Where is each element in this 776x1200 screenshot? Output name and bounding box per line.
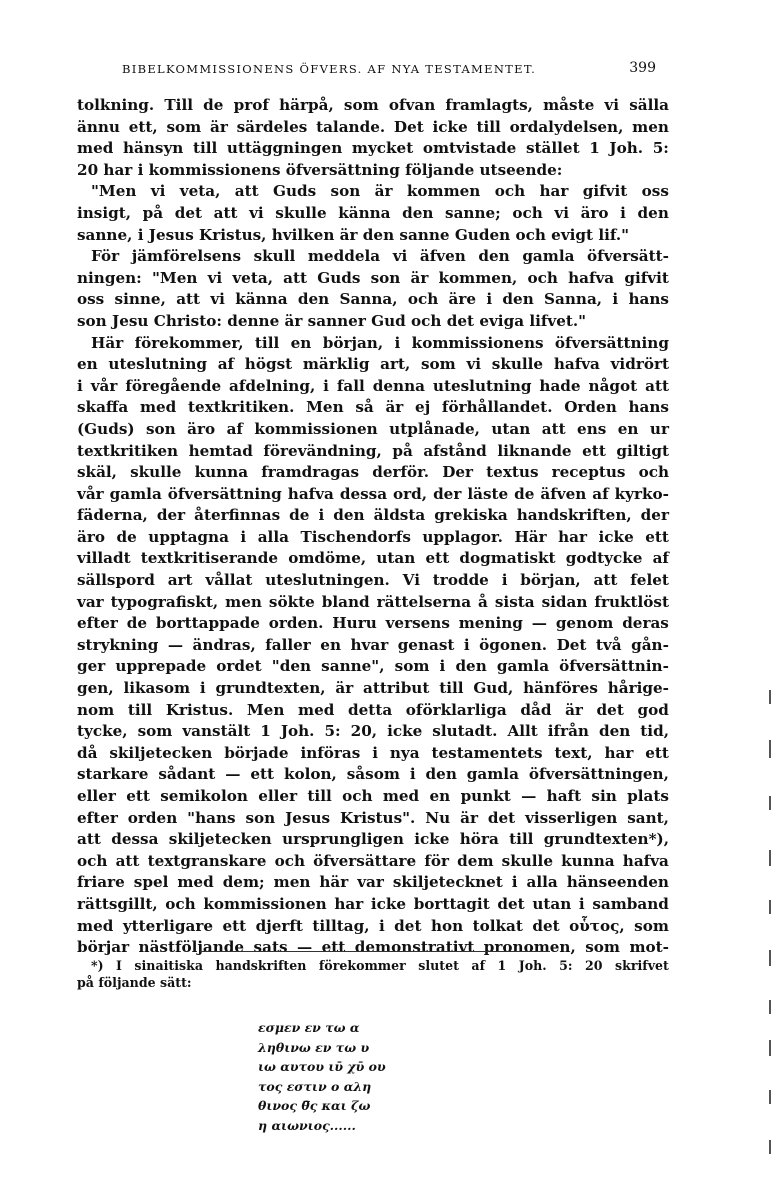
text-line: tolkning. Till de prof härpå, som ofvan framlagts, måste vi sälla [77, 96, 669, 114]
text-line: äro de upptagna i alla Tischendorfs upplagor. Här har icke ett [77, 527, 669, 546]
text-line: i vår föregående afdelning, i fall denna uteslutning hade något att [77, 376, 669, 395]
text-line: med ytterligare ett djerft tilltag, i det hon tolkat det οὗτος, som [77, 916, 669, 935]
footnote [77, 957, 669, 991]
text-line: 20 har i kommissionens öfversättning följande utseende: [77, 160, 563, 179]
page-number: 399 [629, 60, 656, 76]
text-line: ger upprepade ordet "den sanne", som i den gamla öfversättnin- [77, 657, 669, 676]
footnote-divider [200, 951, 550, 952]
text-line: sanne, i Jesus Kristus, hvilken är den sanne Guden och evigt lif." [77, 225, 630, 244]
text-line: då skiljetecken började införas i nya testamentets text, har ett [77, 743, 669, 762]
text-line: och att textgranskare och öfversättare för dem skulle kunna hafva [77, 851, 669, 870]
body-text [77, 95, 669, 959]
text-line: Här förekommer, till en början, i kommissionens öfversättning [91, 333, 669, 352]
text-line: insigt, på det att vi skulle känna den sanne; och vi äro i den [77, 203, 669, 222]
text-line: textkritiken hemtad förevändning, på afstånd liknande ett giltigt [77, 441, 669, 460]
text-line: skaffa med textkritiken. Men så är ej förhållandet. Orden hans [77, 398, 669, 417]
text-line: med hänsyn till uttäggningen mycket omtvistade stället 1 Joh. 5: [77, 139, 669, 158]
text-line: (Guds) son äro af kommissionen utplånade, utan att ens en ur [77, 419, 669, 438]
text-line: efter orden "hans son Jesus Kristus". Nu är det visserligen sant, [77, 808, 669, 827]
text-line: friare spel med dem; men här var skiljetecknet i alla hänseenden [77, 873, 669, 892]
greek-manuscript-excerpt [258, 1018, 386, 1135]
text-line: efter de borttappade orden. Huru versens mening — genom deras [77, 614, 669, 633]
text-line: skäl, skulle kunna framdragas derför. Der textus receptus och [77, 463, 669, 482]
text-line: att dessa skiljetecken ursprungligen icke höra till grundtexten*), [77, 830, 669, 849]
text-line: nom till Kristus. Men med detta oförklarliga dåd är det god [77, 700, 669, 719]
text-line: strykning — ändras, faller en hvar genast i ögonen. Det två gån- [77, 635, 669, 654]
text-line: son Jesu Christo: denne är sanner Gud och det eviga lifvet." [77, 311, 587, 330]
greek-line: η αιωνιος...... [258, 1117, 356, 1133]
running-header [122, 62, 656, 76]
greek-line: θινος θ̅ς και ζω [258, 1098, 371, 1113]
text-line: gen, likasom i grundtexten, är attribut till Gud, hänföres hårige- [77, 679, 669, 698]
greek-line: ληθινω εν τω υ [258, 1039, 370, 1055]
text-line: börjar nästföljande sats — ett demonstrativt pronomen, som mot- [77, 938, 669, 957]
text-line: rättsgillt, och kommissionen har icke borttagit det utan i samband [77, 894, 669, 913]
running-title: BIBELKOMMISSIONENS ÖFVERS. AF NYA TESTAMENTET. [122, 62, 537, 76]
greek-line: ιω αυτου ιῡ χῡ ου [258, 1059, 386, 1074]
text-line: ningen: "Men vi veta, att Guds son är kommen, och hafva gifvit [77, 268, 669, 287]
text-line: starkare sådant — ett kolon, såsom i den gamla öfversättningen, [77, 765, 669, 784]
footnote-line: på följande sätt: [77, 975, 192, 990]
text-line: För jämförelsens skull meddela vi äfven den gamla öfversätt- [91, 247, 669, 266]
text-line: "Men vi veta, att Guds son är kommen och har gifvit oss [91, 182, 669, 201]
footnote-line: *) I sinaitiska handskriften förekommer slutet af 1 Joh. 5: 20 skrifvet [91, 958, 669, 973]
text-line: var typografiskt, men sökte bland rättelserna å sista sidan fruktlöst [77, 592, 669, 611]
text-line: ännu ett, som är särdeles talande. Det icke till ordalydelsen, men [77, 117, 669, 136]
text-line: eller ett semikolon eller till och med en punkt — haft sin plats [77, 787, 669, 805]
text-line: en uteslutning af högst märklig art, som vi skulle hafva vidrört [77, 355, 669, 374]
margin-scan-marks [769, 600, 772, 1200]
text-line: vår gamla öfversättning hafva dessa ord, der läste de äfven af kyrko- [77, 484, 669, 503]
greek-line: τος εστιν ο αλη [258, 1078, 372, 1094]
text-line: sällspord art vållat uteslutningen. Vi trodde i början, att felet [77, 571, 669, 590]
greek-line: εσμεν εν τω α [258, 1020, 360, 1035]
text-line: villadt textkritiserande omdöme, utan ett dogmatiskt godtycke af [77, 549, 669, 568]
text-line: fäderna, der återfinnas de i den äldsta grekiska handskriften, der [77, 506, 669, 525]
text-line: tycke, som vanstält 1 Joh. 5: 20, icke slutadt. Allt ifrån den tid, [77, 722, 669, 741]
text-line: oss sinne, att vi känna den Sanna, och äre i den Sanna, i hans [77, 290, 669, 309]
